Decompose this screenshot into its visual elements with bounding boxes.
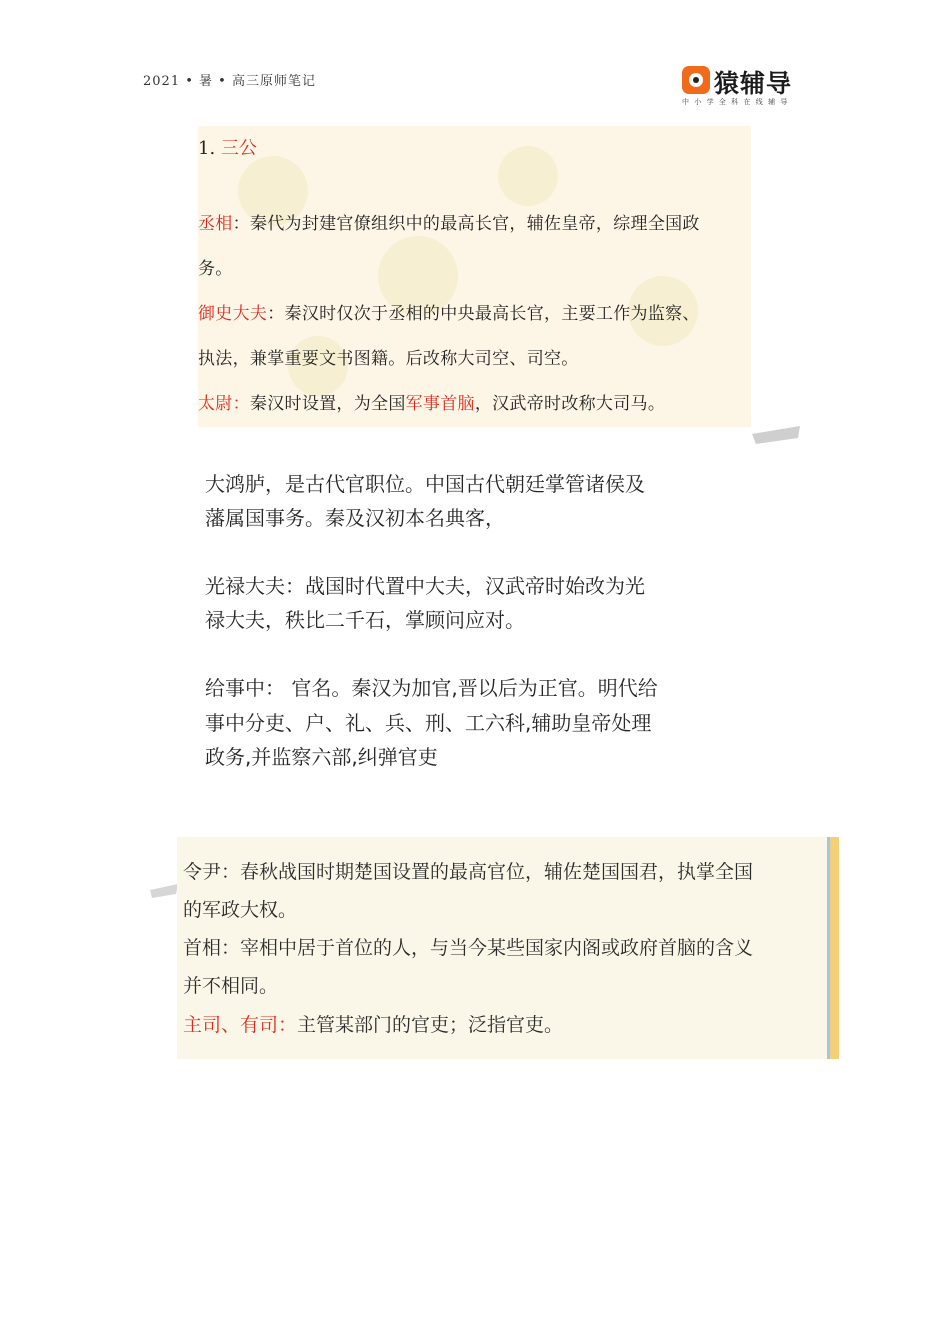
definition-line: 务。 <box>198 259 233 279</box>
logo-text: 猿辅导 <box>714 69 793 98</box>
logo <box>680 64 800 108</box>
paragraph-line: 政务,并监察六部,纠弹官吏 <box>205 745 438 769</box>
watermark-dot <box>498 146 558 206</box>
paragraph-line: 光禄大夫：战国时代置中大夫，汉武帝时始改为光 <box>205 574 645 598</box>
term: 御史大夫 <box>198 304 268 324</box>
section-heading: 三公 <box>220 138 257 159</box>
paragraph-line: 禄大夫，秩比二千石，掌顾问应对。 <box>205 608 525 632</box>
card-edge <box>827 837 839 1059</box>
definition-line <box>198 299 746 324</box>
definition-line: 并不相同。 <box>183 975 279 997</box>
definition-line <box>183 1010 563 1037</box>
definition-text: 秦代为封建官僚组织中的最高长官，辅佐皇帝，综理全国政 <box>249 214 700 234</box>
definition-line: 令尹：春秋战国时期楚国设置的最高官位，辅佐楚国国君，执掌全国 <box>183 861 754 883</box>
section-title <box>198 134 257 160</box>
term: 主司、有司： <box>183 1014 298 1036</box>
term: 太尉 <box>198 394 233 414</box>
header-title: 2021 • 暑 • 高三原师笔记 <box>143 74 316 89</box>
definition-text: 秦汉时设置，为全国 <box>249 394 406 414</box>
definition-line: 的军政大权。 <box>183 899 298 921</box>
note-card-sangong <box>198 126 751 427</box>
definition-text: ，汉武帝时改称大司马。 <box>474 394 666 414</box>
definition-line: 首相：宰相中居于首位的人，与当今某些国家内阁或政府首脑的含义 <box>183 937 754 959</box>
decorative-stroke <box>752 396 802 452</box>
separator: ： <box>267 304 285 324</box>
note-card-officials <box>177 837 839 1059</box>
paragraph-line: 事中分吏、户、礼、兵、刑、工六科,辅助皇帝处理 <box>205 711 652 735</box>
decorative-stroke <box>150 880 180 920</box>
separator: ： <box>232 394 250 414</box>
section-number: 1. <box>198 138 216 159</box>
paragraph-line: 大鸿胪，是古代官职位。中国古代朝廷掌管诸侯及 <box>205 472 645 496</box>
term: 丞相 <box>198 214 233 234</box>
definition-text: 主管某部门的官吏；泛指官吏。 <box>297 1014 564 1036</box>
highlight-text: 军事首脑 <box>405 394 475 414</box>
definition-text: 秦汉时仅次于丞相的中央最高长官，主要工作为监察、 <box>284 304 700 324</box>
definition-line <box>198 209 746 234</box>
definition-line <box>198 389 746 414</box>
definition-line: 执法，兼掌重要文书图籍。后改称大司空、司空。 <box>198 349 579 369</box>
paragraph-line: 给事中： 官名。秦汉为加官,晋以后为正官。明代给 <box>205 676 658 700</box>
logo-icon <box>682 66 710 94</box>
separator: ： <box>232 214 250 234</box>
logo-subtitle: 中小学全科在线辅导 <box>682 98 793 106</box>
paragraph-line: 藩属国事务。秦及汉初本名典客， <box>205 506 505 530</box>
